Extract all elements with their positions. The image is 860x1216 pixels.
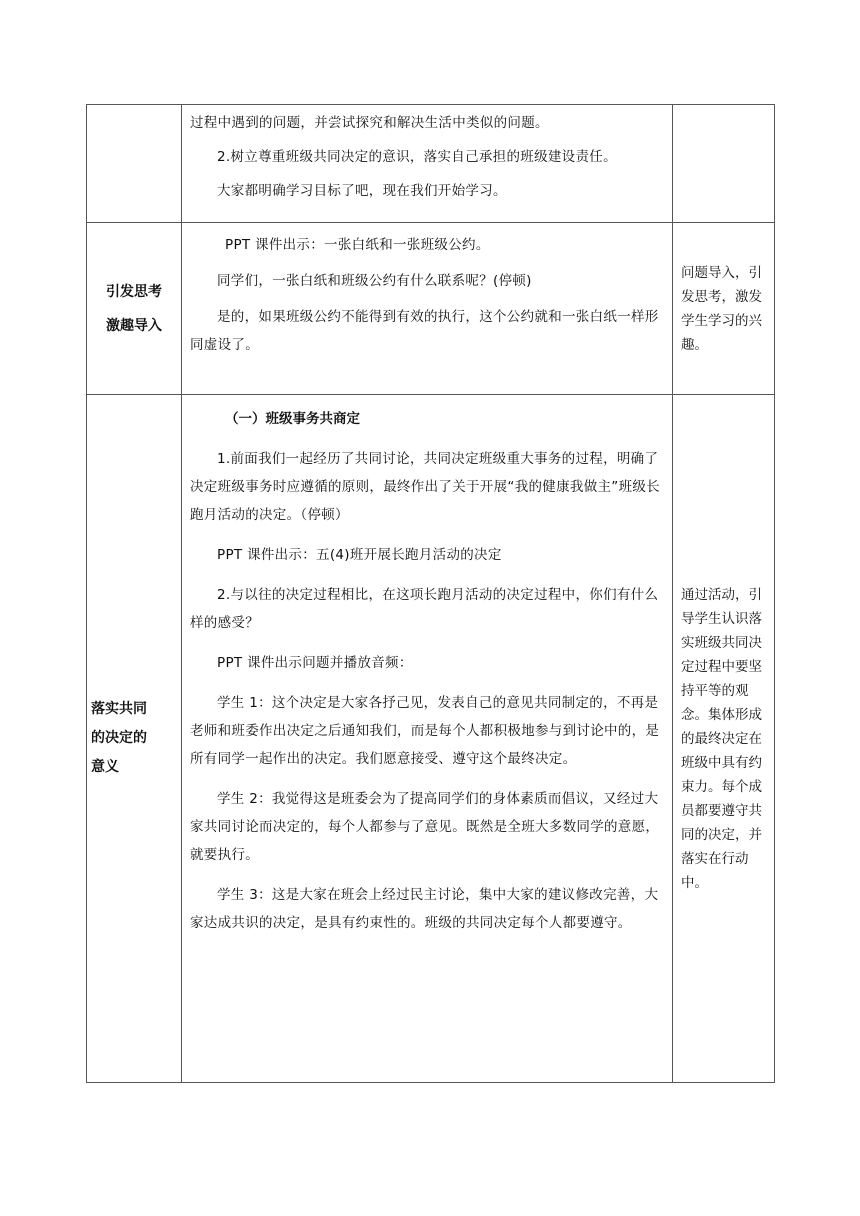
teaching-note: 通过活动，引导学生认识落实班级共同决定过程中要坚持平等的观念。集体形成的最终决定在班级中具有约束力。每个成员都要遵守共同的决定，并落实在行动中。 (681, 586, 762, 891)
table-row (87, 395, 775, 1083)
paragraph: 是的，如果班级公约不能得到有效的执行，这个公约就和一张白纸一样形同虚设了。 (190, 309, 659, 353)
note-cell (673, 105, 775, 223)
stage-label: 意义 (91, 759, 119, 775)
paragraph: 过程中遇到的问题，并尝试探究和解决生活中类似的问题。 (190, 115, 549, 131)
paragraph: 1.前面我们一起经历了共同讨论，共同决定班级重大事务的过程，明确了决定班级事务时应遵循的原则，最终作出了关于开展“我的健康我做主”班级长跑月活动的决定。（停顿） (190, 451, 660, 523)
section-heading: （一）班级事务共商定 (225, 411, 360, 427)
stage-label: 落实共同 (91, 701, 147, 717)
table-row (87, 105, 775, 223)
stage-cell (87, 223, 182, 395)
paragraph: 学生 1：这个决定是大家各抒己见，发表自己的意见共同制定的，不再是老师和班委作出决定之后通知我们，而是每个人都积极地参与到讨论中的，是所有同学一起作出的决定。我们愿意接受、遵守这个最终决定。 (190, 695, 660, 767)
stage-label: 激趣导入 (106, 317, 162, 334)
note-cell (673, 395, 775, 1083)
lesson-plan-table (86, 104, 775, 1083)
paragraph: 2.树立尊重班级共同决定的意识，落实自己承担的班级建设责任。 (217, 149, 617, 165)
table-row (87, 223, 775, 395)
paragraph: PPT 课件出示：一张白纸和一张班级公约。 (225, 237, 490, 253)
stage-cell (87, 395, 182, 1083)
teaching-note: 问题导入，引发思考，激发学生学习的兴趣。 (681, 264, 762, 353)
content-cell (182, 105, 673, 223)
paragraph: PPT 课件出示：五(4)班开展长跑月活动的决定 (217, 547, 502, 563)
paragraph: 2.与以往的决定过程相比，在这项长跑月活动的决定过程中，你们有什么样的感受？ (190, 587, 659, 631)
paragraph: 学生 2：我觉得这是班委会为了提高同学们的身体素质而倡议，又经过大家共同讨论而决定的，每个人都参与了意见。既然是全班大多数同学的意愿，就要执行。 (190, 791, 660, 863)
note-cell (673, 223, 775, 395)
paragraph: 大家都明确学习目标了吧，现在我们开始学习。 (217, 183, 507, 199)
stage-cell (87, 105, 182, 223)
content-cell (182, 395, 673, 1083)
paragraph: 同学们，一张白纸和班级公约有什么联系呢？(停顿) (217, 273, 532, 289)
stage-label: 的决定的 (91, 730, 147, 746)
stage-label: 引发思考 (106, 283, 162, 300)
paragraph: PPT 课件出示问题并播放音频： (217, 655, 413, 671)
content-cell (182, 223, 673, 395)
paragraph: 学生 3：这是大家在班会上经过民主讨论，集中大家的建议修改完善，大家达成共识的决定，是具有约束性的。班级的共同决定每个人都要遵守。 (190, 887, 659, 931)
